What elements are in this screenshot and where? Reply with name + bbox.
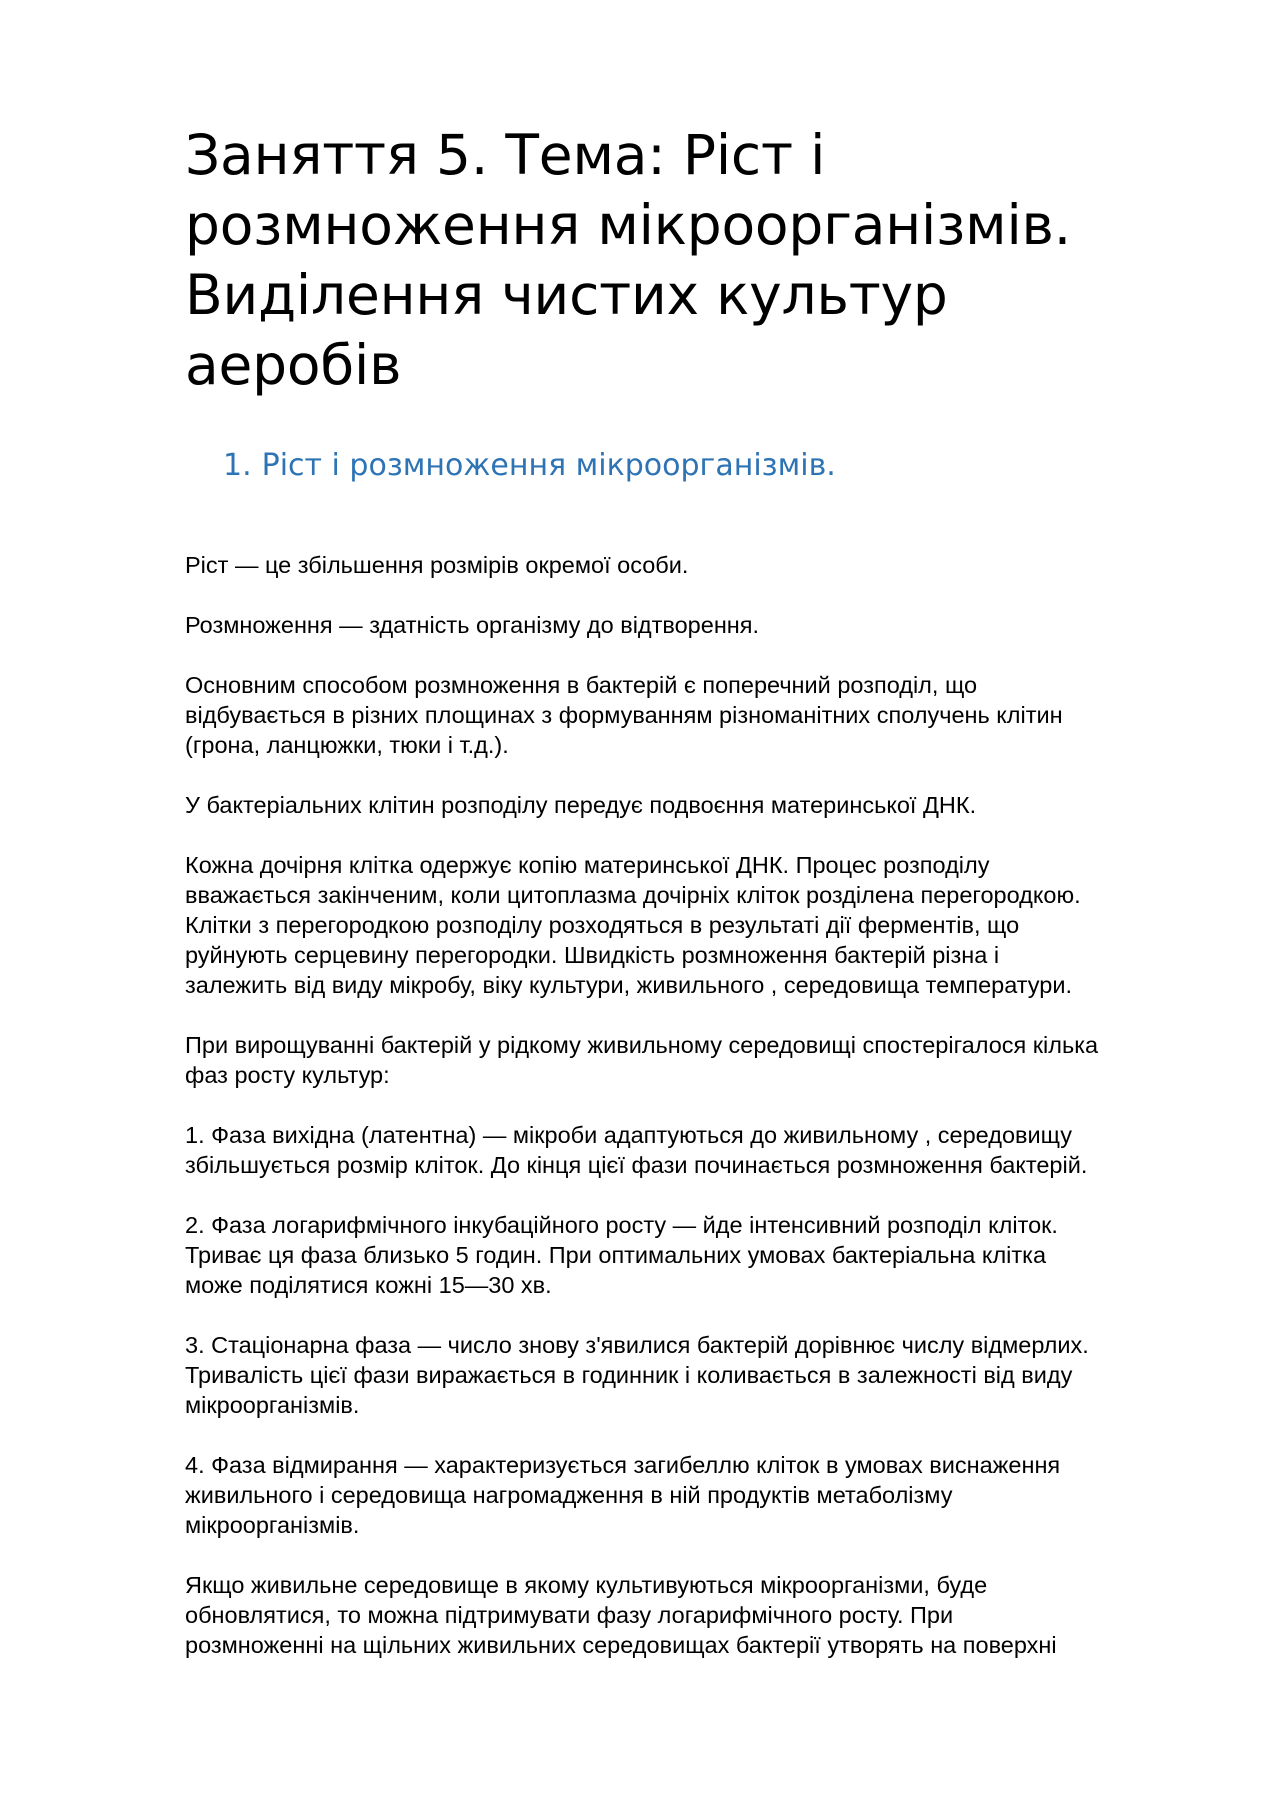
paragraph-line: Кожна дочірня клітка одержує копію материнської ДНК. Процес розподілу <box>185 852 990 878</box>
title-line: Заняття 5. Тема: Ріст і <box>185 123 826 187</box>
title-line: Виділення чистих культур <box>185 263 948 327</box>
title-line: розмноження мікроорганізмів. <box>185 193 1072 257</box>
paragraph-line: розмноженні на щільних живильних середовищах бактерії утворять на поверхні <box>185 1632 1057 1658</box>
paragraph-line: 3. Стаціонарна фаза — число знову з'явилися бактерій дорівнює числу відмерлих. <box>185 1332 1089 1358</box>
paragraph-line: При вирощуванні бактерій у рідкому живильному середовищі спостерігалося кілька <box>185 1032 1099 1058</box>
paragraph-line: У бактеріальних клітин розподілу передує подвоєння материнської ДНК. <box>185 792 977 818</box>
paragraph <box>185 610 1205 640</box>
paragraph-line: руйнують серцевину перегородки. Швидкість розмноження бактерій різна і <box>185 942 1000 968</box>
paragraph-line: Тривалість цієї фази виражається в годинник і коливається в залежності від виду <box>185 1362 1073 1388</box>
paragraph-line: 4. Фаза відмирання — характеризується загибеллю кліток в умовах виснаження <box>185 1452 1061 1478</box>
paragraph <box>185 670 1205 760</box>
paragraph-line: (грона, ланцюжки, тюки і т.д.). <box>185 732 509 758</box>
paragraph-line: обновлятися, то можна підтримувати фазу логарифмічного росту. При <box>185 1602 954 1628</box>
paragraph-line: мікроорганізмів. <box>185 1392 360 1418</box>
paragraph-line: Розмноження — здатність організму до відтворення. <box>185 612 760 638</box>
paragraph <box>185 1570 1205 1660</box>
paragraph-line: Основним способом розмноження в бактерій є поперечний розподіл, що <box>185 672 978 698</box>
paragraph-line: 1. Фаза вихідна (латентна) — мікроби адаптуються до живильному , середовищу <box>185 1122 1072 1148</box>
paragraph-line: Клітки з перегородкою розподілу розходяться в результаті дії ферментів, що <box>185 912 1020 938</box>
paragraph <box>185 1210 1205 1300</box>
paragraph <box>185 1120 1205 1180</box>
title-line: аеробів <box>185 333 402 397</box>
document-title <box>185 120 1205 400</box>
paragraph <box>185 1330 1205 1420</box>
paragraph-line: Якщо живильне середовище в якому культивуються мікроорганізми, буде <box>185 1572 988 1598</box>
paragraph-line: фаз росту культур: <box>185 1062 390 1088</box>
paragraph-line: Ріст — це збільшення розмірів окремої особи. <box>185 552 689 578</box>
document-body <box>185 550 1205 1660</box>
paragraph-line: збільшується розмір кліток. До кінця цієї фази починається розмноження бактерій. <box>185 1152 1088 1178</box>
section-number: 1. <box>223 448 252 483</box>
paragraph-line: мікроорганізмів. <box>185 1512 360 1538</box>
document-page <box>185 120 1205 1690</box>
paragraph-line: залежить від виду мікробу, віку культури, живильного , середовища температури. <box>185 972 1073 998</box>
section-heading <box>223 446 1205 486</box>
paragraph-line: вважається закінченим, коли цитоплазма дочірніх кліток розділена перегородкою. <box>185 882 1081 908</box>
paragraph-line: 2. Фаза логарифмічного інкубаційного росту — йде інтенсивний розподіл кліток. <box>185 1212 1058 1238</box>
paragraph <box>185 550 1205 580</box>
paragraph-line: може поділятися кожні 15—30 хв. <box>185 1272 552 1298</box>
paragraph <box>185 790 1205 820</box>
paragraph-line: живильного і середовища нагромадження в ній продуктів метаболізму <box>185 1482 953 1508</box>
section-heading-text: Ріст і розмноження мікроорганізмів. <box>261 448 836 483</box>
paragraph <box>185 1450 1205 1540</box>
paragraph <box>185 1030 1205 1090</box>
paragraph-line: відбувається в різних площинах з формуванням різноманітних сполучень клітин <box>185 702 1063 728</box>
paragraph-line: Триває ця фаза близько 5 годин. При оптимальних умовах бактеріальна клітка <box>185 1242 1047 1268</box>
paragraph <box>185 850 1205 1000</box>
